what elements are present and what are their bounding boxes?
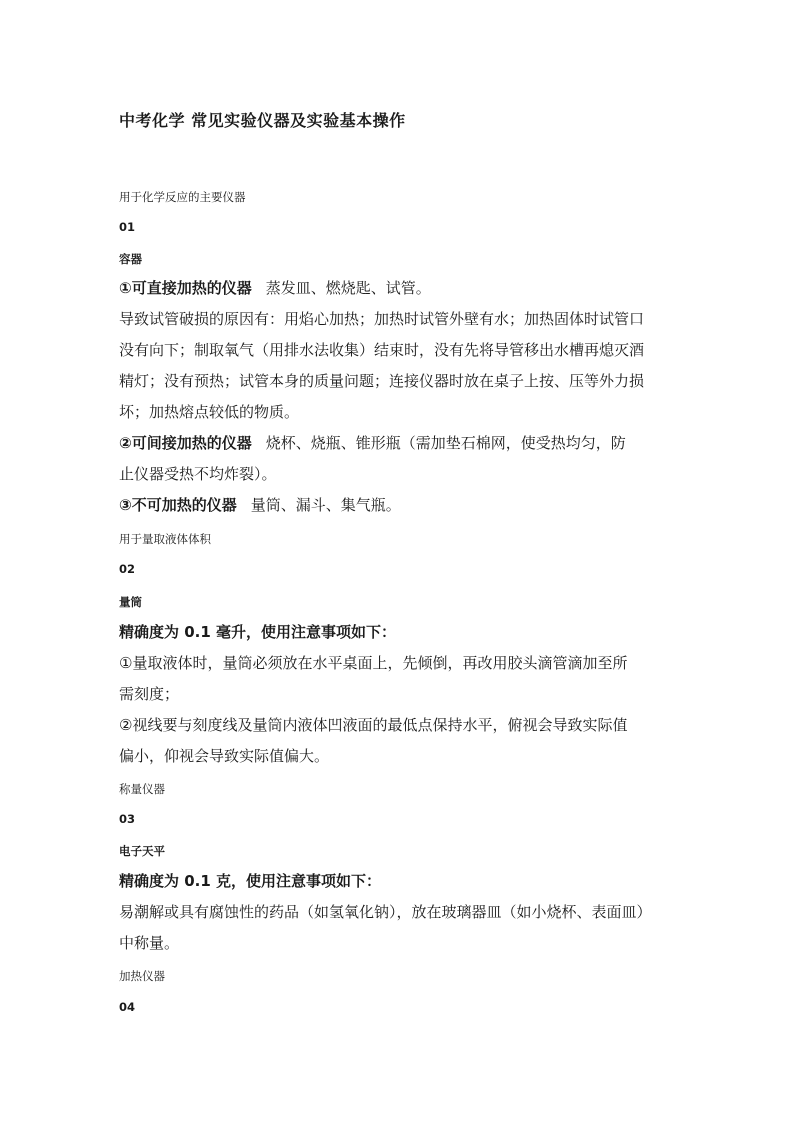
section-number: 01 [119,220,136,234]
section-subheading: 量筒 [119,595,142,609]
section-number: 03 [119,812,136,826]
paragraph-line: 坏；加热熔点较低的物质。 [119,403,300,421]
item-direct-heat [119,281,431,296]
paragraph-line: 中称量。 [119,934,180,952]
section-heading: 加热仪器 [119,969,165,983]
section-subheading: 容器 [119,252,142,266]
paragraph-line: ②视线要与刻度线及量筒内液体凹液面的最低点保持水平，俯视会导致实际值 [119,716,628,734]
page-title: 中考化学 常见实验仪器及实验基本操作 [119,111,406,130]
item-label: ①可直接加热的仪器 [119,279,252,297]
section-heading: 称量仪器 [119,782,165,796]
paragraph-line: 偏小，仰视会导致实际值偏大。 [119,747,330,765]
item-text: 量筒、漏斗、集气瓶。 [250,496,401,514]
item-label: ③不可加热的仪器 [119,496,237,514]
section-lead: 精确度为 0.1 克，使用注意事项如下： [119,872,382,890]
section-number: 04 [119,1000,136,1014]
paragraph-line: 导致试管破损的原因有：用焰心加热；加热时试管外壁有水；加热固体时试管口 [119,310,645,328]
section-heading: 用于量取液体体积 [119,532,211,546]
section-subheading: 电子天平 [119,844,165,858]
item-label: ②可间接加热的仪器 [119,434,252,452]
item-no-heat [119,498,401,513]
item-text: 蒸发皿、燃烧匙、试管。 [265,279,431,297]
paragraph-line: ①量取液体时，量筒必须放在水平桌面上，先倾倒，再改用胶头滴管滴加至所 [119,654,628,672]
paragraph-line: 精灯；没有预热；试管本身的质量问题；连接仪器时放在桌子上按、压等外力损 [119,372,645,390]
item-continuation: 止仪器受热不均炸裂）。 [119,465,277,483]
section-heading: 用于化学反应的主要仪器 [119,190,246,204]
paragraph-line: 易潮解或具有腐蚀性的药品（如氢氧化钠），放在玻璃器皿（如小烧杯、表面皿） [119,903,652,921]
section-number: 02 [119,562,136,576]
section-lead: 精确度为 0.1 毫升，使用注意事项如下： [119,623,397,641]
item-indirect-heat [119,436,626,451]
paragraph-line: 需刻度； [119,685,180,703]
paragraph-line: 没有向下；制取氧气（用排水法收集）结束时，没有先将导管移出水槽再熄灭酒 [119,341,645,359]
item-text: 烧杯、烧瓶、锥形瓶（需加垫石棉网，使受热均匀，防 [265,434,626,452]
